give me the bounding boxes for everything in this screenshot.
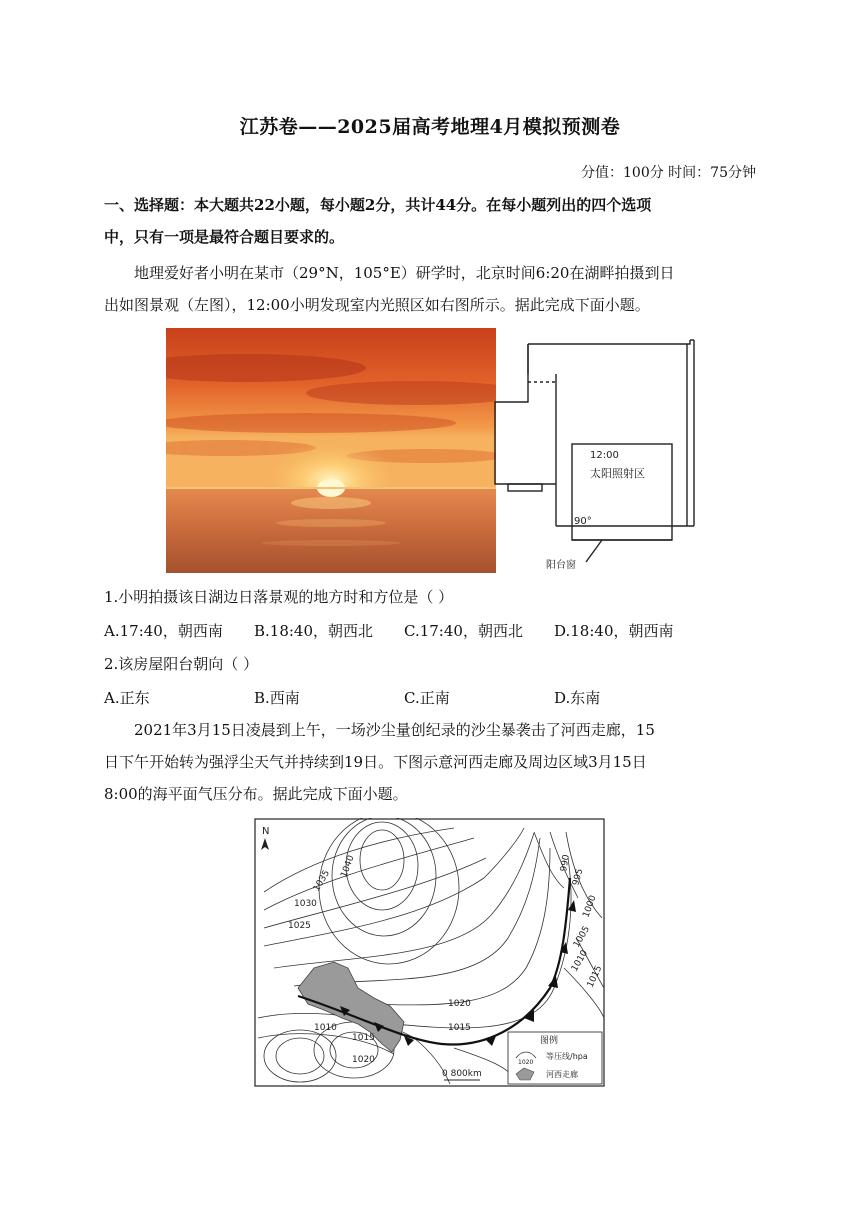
legend-isobar-label: 等压线/hpa (546, 1052, 588, 1061)
isobar-label: 1010 (314, 1023, 337, 1033)
legend-title: 图例 (540, 1036, 559, 1046)
q2-options (104, 687, 760, 711)
isobar-label: 1020 (352, 1055, 375, 1065)
isobar-label: 1015 (585, 964, 605, 990)
q1-stem: 1.小明拍摄该日湖边日落景观的地方时和方位是（ ） (104, 588, 454, 606)
plan-sun-zone-label: 太阳照射区 (590, 467, 645, 480)
scale-label: 0 800km (442, 1069, 482, 1079)
isobar-map (254, 818, 606, 1088)
section-heading-line-2: 中，只有一项是最符合题目要求的。 (104, 228, 345, 246)
legend-isobar-sample-label: 1020 (518, 1059, 534, 1066)
passage-2-line-2: 日下午开始转为强浮尘天气并持续到19日。下图示意河西走廊及周边区域3月15日 (104, 753, 647, 771)
q2-option-a[interactable]: A.正东 (104, 689, 150, 707)
q1-option-d[interactable]: D.18:40，朝西南 (554, 622, 674, 640)
passage-2-line-3: 8:00的海平面气压分布。据此完成下面小题。 (104, 785, 408, 803)
passage-2-line-1: 2021年3月15日凌晨到上午，一场沙尘量创纪录的沙尘暴袭击了河西走廊，15 (134, 721, 655, 739)
isobar-label: 1025 (288, 921, 311, 931)
isobar-label: 1000 (581, 894, 599, 920)
isobar-label: 1035 (311, 868, 333, 894)
page-title: 江苏卷——2025届高考地理4月模拟预测卷 (239, 116, 621, 138)
isobar-label: 1010 (569, 948, 591, 974)
q1-options (104, 620, 760, 644)
q2-option-d[interactable]: D.东南 (554, 689, 601, 707)
isobar-label: 1030 (294, 899, 317, 909)
floor-plan-diagram (494, 336, 704, 576)
sunset-photo (166, 328, 496, 573)
isobar-label: 990 (559, 853, 572, 873)
q1-option-c[interactable]: C.17:40，朝西北 (404, 622, 523, 640)
isobar-label: 1040 (339, 854, 357, 880)
isobar-label: 1005 (571, 924, 593, 950)
q2-stem: 2.该房屋阳台朝向（ ） (104, 655, 259, 673)
section-heading-line-1: 一、选择题：本大题共22小题，每小题2分，共计44分。在每小题列出的四个选项 (104, 196, 652, 214)
score-time-info: 分值：100分 时间：75分钟 (581, 165, 756, 181)
passage-1-line-1: 地理爱好者小明在某市（29°N，105°E）研学时，北京时间6:20在湖畔拍摄到日 (134, 264, 675, 282)
q1-option-a[interactable]: A.17:40，朝西南 (104, 622, 223, 640)
passage-1-line-2: 出如图景观（左图），12:00小明发现室内光照区如右图所示。据此完成下面小题。 (104, 296, 650, 314)
plan-time-label: 12:00 (590, 450, 619, 461)
q2-option-c[interactable]: C.正南 (404, 689, 450, 707)
isobar-label: 1015 (448, 1023, 471, 1033)
legend-corridor-label: 河西走廊 (546, 1070, 578, 1079)
section-heading (104, 189, 760, 253)
q1-option-b[interactable]: B.18:40，朝西北 (254, 622, 374, 640)
isobar-label: 995 (571, 867, 586, 887)
isobar-label: 1020 (448, 999, 471, 1009)
north-label: N (262, 826, 270, 837)
plan-window-label: 阳台窗 (546, 560, 576, 571)
q2-option-b[interactable]: B.西南 (254, 689, 300, 707)
isobar-label: 1015 (352, 1033, 375, 1043)
passage-2 (104, 714, 760, 810)
plan-angle-label: 90° (574, 516, 592, 527)
passage-1 (104, 257, 760, 321)
